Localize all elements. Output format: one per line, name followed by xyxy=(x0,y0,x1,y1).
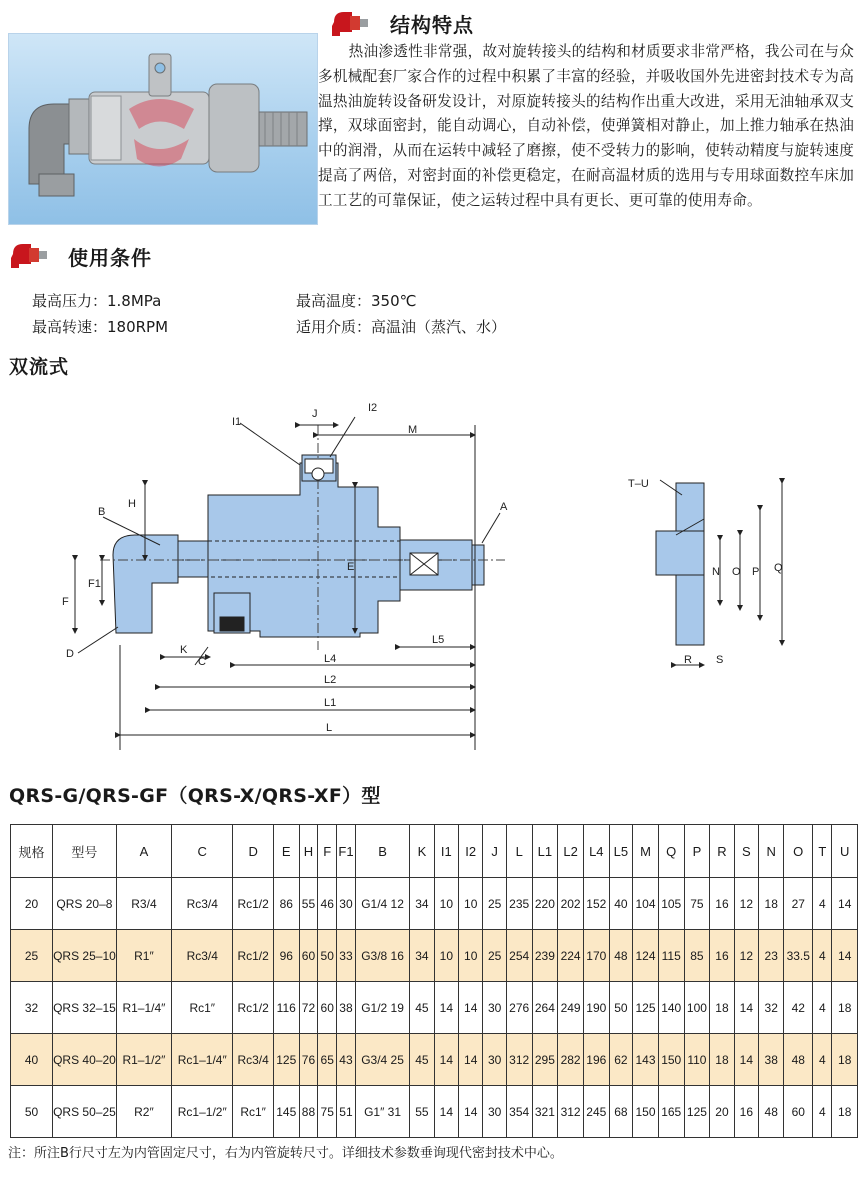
table-cell: 10 xyxy=(434,878,458,930)
table-cell: 60 xyxy=(784,1086,813,1138)
dim-label: H xyxy=(128,498,136,510)
table-cell: 224 xyxy=(558,930,584,982)
table-cell: 16 xyxy=(710,878,734,930)
table-cell: 34 xyxy=(410,878,434,930)
table-cell: 14 xyxy=(832,878,858,930)
table-cell: 42 xyxy=(784,982,813,1034)
table-cell: 14 xyxy=(434,982,458,1034)
table-header-row xyxy=(11,825,858,878)
table-cell: G1/4 12 xyxy=(355,878,409,930)
table-cell: 62 xyxy=(609,1034,633,1086)
table-cell: Rc1–1/2″ xyxy=(172,1086,233,1138)
table-cell: 150 xyxy=(658,1034,684,1086)
footnote: 注：所注B行尺寸左为内管固定尺寸，右为内管旋转尺寸。详细技术参数垂询现代密封技术中心。 xyxy=(8,1146,563,1161)
table-cell: 105 xyxy=(658,878,684,930)
dim-label: L2 xyxy=(324,674,337,686)
table-header-cell: P xyxy=(684,825,710,878)
table-cell: 50 xyxy=(11,1086,53,1138)
table-cell: Rc1″ xyxy=(233,1086,274,1138)
table-cell: R3/4 xyxy=(116,878,171,930)
table-cell: 16 xyxy=(710,930,734,982)
table-cell: 86 xyxy=(273,878,299,930)
table-cell: 264 xyxy=(532,982,558,1034)
table-cell: 18 xyxy=(710,1034,734,1086)
dim-label: L xyxy=(326,722,333,734)
table-cell: 14 xyxy=(459,982,483,1034)
table-cell: 50 xyxy=(609,982,633,1034)
table-cell: 18 xyxy=(832,1034,858,1086)
table-cell: R2″ xyxy=(116,1086,171,1138)
dim-label: C xyxy=(198,656,206,668)
table-row xyxy=(11,930,858,982)
table-cell: 75 xyxy=(318,1086,337,1138)
dim-label: B xyxy=(98,506,106,518)
table-cell: 14 xyxy=(832,930,858,982)
table-cell: 38 xyxy=(759,1034,784,1086)
table-cell: 48 xyxy=(759,1086,784,1138)
table-cell: 150 xyxy=(633,1086,659,1138)
table-cell: 12 xyxy=(734,878,758,930)
table-cell: 12 xyxy=(734,930,758,982)
table-cell: 143 xyxy=(633,1034,659,1086)
table-cell: 25 xyxy=(11,930,53,982)
table-cell: 18 xyxy=(759,878,784,930)
table-cell: G1/2 19 xyxy=(355,982,409,1034)
table-cell: 282 xyxy=(558,1034,584,1086)
table-cell: Rc3/4 xyxy=(233,1034,274,1086)
table-cell: 30 xyxy=(483,1034,506,1086)
table-header-cell: A xyxy=(116,825,171,878)
table-cell: 125 xyxy=(633,982,659,1034)
features-paragraph: 热油渗透性非常强，故对旋转接头的结构和材质要求非常严格，我公司在与众多机械配套厂家合作的过程中积累了丰富的经验，并吸收国外先进密封技术专为高温热油旋转设备研发设计，对原旋转接头的结构作出重大改进，采用无油轴承双支撑，双球面密封，能自动调心，自动补偿，使弹簧相对静止，加上推力轴承在热油中的润滑，从而在运转中减轻了磨擦，使不受转力的影响，使转动精度与旋转速度提高了两倍，对密封面的补偿更稳定，在耐高温材质的选用与专用球面数控车床加工工艺的可靠保证，使之运转过程中具有更长、更可靠的使用寿命。 xyxy=(318,43,854,209)
medium: 适用介质：高温油（蒸汽、水） xyxy=(296,318,507,336)
table-cell: 254 xyxy=(506,930,532,982)
table-cell: 10 xyxy=(434,930,458,982)
dim-label: Q xyxy=(774,562,783,574)
technical-drawing xyxy=(0,395,866,765)
table-cell: 145 xyxy=(273,1086,299,1138)
table-header-cell: D xyxy=(233,825,274,878)
table-cell: 65 xyxy=(318,1034,337,1086)
table-cell: 75 xyxy=(684,878,710,930)
table-cell: 10 xyxy=(459,878,483,930)
table-cell: R1–1/2″ xyxy=(116,1034,171,1086)
table-header-cell: L1 xyxy=(532,825,558,878)
table-cell: 45 xyxy=(410,1034,434,1086)
table-cell: 25 xyxy=(483,930,506,982)
table-cell: 4 xyxy=(813,1086,832,1138)
table-cell: 25 xyxy=(483,878,506,930)
table-cell: 33 xyxy=(337,930,356,982)
table-cell: 88 xyxy=(299,1086,318,1138)
table-header-cell: I1 xyxy=(434,825,458,878)
table-cell: R1″ xyxy=(116,930,171,982)
table-cell: QRS 20–8 xyxy=(53,878,117,930)
max-pressure: 最高压力：1.8MPa xyxy=(32,292,162,310)
table-cell: 245 xyxy=(583,1086,609,1138)
table-cell: 170 xyxy=(583,930,609,982)
table-cell: Rc1/2 xyxy=(233,930,274,982)
table-cell: 220 xyxy=(532,878,558,930)
table-header-cell: O xyxy=(784,825,813,878)
rotary-joint-photo-icon xyxy=(9,34,317,224)
table-cell: 116 xyxy=(273,982,299,1034)
table-cell: 40 xyxy=(609,878,633,930)
table-cell: 124 xyxy=(633,930,659,982)
table-cell: 4 xyxy=(813,1034,832,1086)
table-cell: 85 xyxy=(684,930,710,982)
table-cell: 312 xyxy=(506,1034,532,1086)
table-cell: 33.5 xyxy=(784,930,813,982)
table-cell: 4 xyxy=(813,930,832,982)
table-cell: QRS 32–15 xyxy=(53,982,117,1034)
dim-label: S xyxy=(716,654,724,666)
features-title: 结构特点 xyxy=(390,13,474,37)
table-cell: 30 xyxy=(483,1086,506,1138)
dim-label: T–U xyxy=(628,478,649,490)
table-cell: 125 xyxy=(684,1086,710,1138)
table-row xyxy=(11,1034,858,1086)
table-cell: 165 xyxy=(658,1086,684,1138)
table-cell: R1–1/4″ xyxy=(116,982,171,1034)
table-cell: 354 xyxy=(506,1086,532,1138)
table-cell: 14 xyxy=(734,1034,758,1086)
table-cell: QRS 50–25 xyxy=(53,1086,117,1138)
table-header-cell: T xyxy=(813,825,832,878)
table-row xyxy=(11,878,858,930)
dim-label: J xyxy=(312,408,318,420)
table-header-cell: F xyxy=(318,825,337,878)
dim-label: F1 xyxy=(88,578,101,590)
conditions-title: 使用条件 xyxy=(68,246,152,270)
table-cell: 27 xyxy=(784,878,813,930)
table-cell: QRS 40–20 xyxy=(53,1034,117,1086)
dim-label: O xyxy=(732,566,741,578)
table-cell: 239 xyxy=(532,930,558,982)
table-header-cell: Q xyxy=(658,825,684,878)
table-cell: 40 xyxy=(11,1034,53,1086)
table-cell: Rc1/2 xyxy=(233,982,274,1034)
table-cell: 10 xyxy=(459,930,483,982)
dim-label: L4 xyxy=(324,653,337,665)
table-header-cell: F1 xyxy=(337,825,356,878)
table-cell: 249 xyxy=(558,982,584,1034)
table-cell: G3/4 25 xyxy=(355,1034,409,1086)
table-header-cell: H xyxy=(299,825,318,878)
table-cell: 32 xyxy=(759,982,784,1034)
table-cell: 20 xyxy=(11,878,53,930)
spec-table xyxy=(10,824,858,1138)
table-cell: 48 xyxy=(784,1034,813,1086)
table-cell: 276 xyxy=(506,982,532,1034)
product-photo xyxy=(8,33,318,225)
table-header-cell: L xyxy=(506,825,532,878)
table-header-cell: L4 xyxy=(583,825,609,878)
table-header-cell: M xyxy=(633,825,659,878)
dim-label: K xyxy=(180,644,188,656)
table-cell: 14 xyxy=(434,1034,458,1086)
table-header-cell: E xyxy=(273,825,299,878)
table-cell: 46 xyxy=(318,878,337,930)
table-row xyxy=(11,982,858,1034)
table-cell: 48 xyxy=(609,930,633,982)
table-cell: 43 xyxy=(337,1034,356,1086)
table-cell: 196 xyxy=(583,1034,609,1086)
table-cell: 60 xyxy=(318,982,337,1034)
table-cell: 55 xyxy=(410,1086,434,1138)
dim-label: N xyxy=(712,566,720,578)
dim-label: I2 xyxy=(368,402,378,414)
table-cell: 50 xyxy=(318,930,337,982)
table-cell: 30 xyxy=(483,982,506,1034)
dim-label: E xyxy=(347,561,355,573)
dim-label: L5 xyxy=(432,634,445,646)
table-header-cell: K xyxy=(410,825,434,878)
flow-type-title: 双流式 xyxy=(9,356,70,378)
dim-label: D xyxy=(66,648,74,660)
table-cell: Rc3/4 xyxy=(172,878,233,930)
table-cell: 190 xyxy=(583,982,609,1034)
table-cell: 18 xyxy=(710,982,734,1034)
table-cell: 14 xyxy=(459,1086,483,1138)
table-cell: 76 xyxy=(299,1034,318,1086)
table-cell: G3/8 16 xyxy=(355,930,409,982)
max-temperature: 最高温度：350℃ xyxy=(296,292,417,310)
table-cell: 14 xyxy=(459,1034,483,1086)
table-cell: 125 xyxy=(273,1034,299,1086)
table-cell: 32 xyxy=(11,982,53,1034)
table-header-cell: I2 xyxy=(459,825,483,878)
table-cell: Rc1–1/4″ xyxy=(172,1034,233,1086)
table-header-cell: R xyxy=(710,825,734,878)
dim-label: F xyxy=(62,596,69,608)
table-cell: 14 xyxy=(734,982,758,1034)
table-header-cell: N xyxy=(759,825,784,878)
table-cell: 96 xyxy=(273,930,299,982)
table-cell: 14 xyxy=(434,1086,458,1138)
table-header-cell: U xyxy=(832,825,858,878)
table-cell: 140 xyxy=(658,982,684,1034)
table-cell: 295 xyxy=(532,1034,558,1086)
table-cell: G1″ 31 xyxy=(355,1086,409,1138)
table-header-cell: L2 xyxy=(558,825,584,878)
table-cell: 321 xyxy=(532,1086,558,1138)
table-header-cell: B xyxy=(355,825,409,878)
table-cell: 23 xyxy=(759,930,784,982)
dim-label: I1 xyxy=(232,416,242,428)
table-header-cell: 型号 xyxy=(53,825,117,878)
table-cell: 152 xyxy=(583,878,609,930)
table-cell: 4 xyxy=(813,982,832,1034)
table-cell: 16 xyxy=(734,1086,758,1138)
table-cell: 51 xyxy=(337,1086,356,1138)
table-cell: 72 xyxy=(299,982,318,1034)
table-cell: 18 xyxy=(832,1086,858,1138)
table-cell: 235 xyxy=(506,878,532,930)
table-cell: 20 xyxy=(710,1086,734,1138)
table-header-cell: S xyxy=(734,825,758,878)
red-rotary-joint-icon xyxy=(330,8,370,38)
red-rotary-joint-icon xyxy=(9,240,49,270)
table-cell: 312 xyxy=(558,1086,584,1138)
table-cell: 4 xyxy=(813,878,832,930)
table-cell: 68 xyxy=(609,1086,633,1138)
table-row xyxy=(11,1086,858,1138)
table-header-cell: L5 xyxy=(609,825,633,878)
table-cell: QRS 25–10 xyxy=(53,930,117,982)
table-cell: Rc3/4 xyxy=(172,930,233,982)
dim-label: A xyxy=(500,501,508,513)
table-cell: 115 xyxy=(658,930,684,982)
table-cell: 30 xyxy=(337,878,356,930)
table-cell: 45 xyxy=(410,982,434,1034)
table-cell: 38 xyxy=(337,982,356,1034)
dim-label: R xyxy=(684,654,692,666)
table-cell: 18 xyxy=(832,982,858,1034)
max-speed: 最高转速：180RPM xyxy=(32,318,169,336)
dim-label: M xyxy=(408,424,418,436)
table-cell: 34 xyxy=(410,930,434,982)
table-cell: Rc1″ xyxy=(172,982,233,1034)
table-cell: 60 xyxy=(299,930,318,982)
table-header-cell: 规格 xyxy=(11,825,53,878)
table-cell: 55 xyxy=(299,878,318,930)
table-header-cell: C xyxy=(172,825,233,878)
type-title: QRS-G/QRS-GF（QRS-X/QRS-XF）型 xyxy=(9,785,381,807)
table-cell: 104 xyxy=(633,878,659,930)
table-header-cell: J xyxy=(483,825,506,878)
table-cell: Rc1/2 xyxy=(233,878,274,930)
table-cell: 100 xyxy=(684,982,710,1034)
dim-label: L1 xyxy=(324,697,337,709)
dim-label: P xyxy=(752,566,760,578)
table-cell: 110 xyxy=(684,1034,710,1086)
table-cell: 202 xyxy=(558,878,584,930)
